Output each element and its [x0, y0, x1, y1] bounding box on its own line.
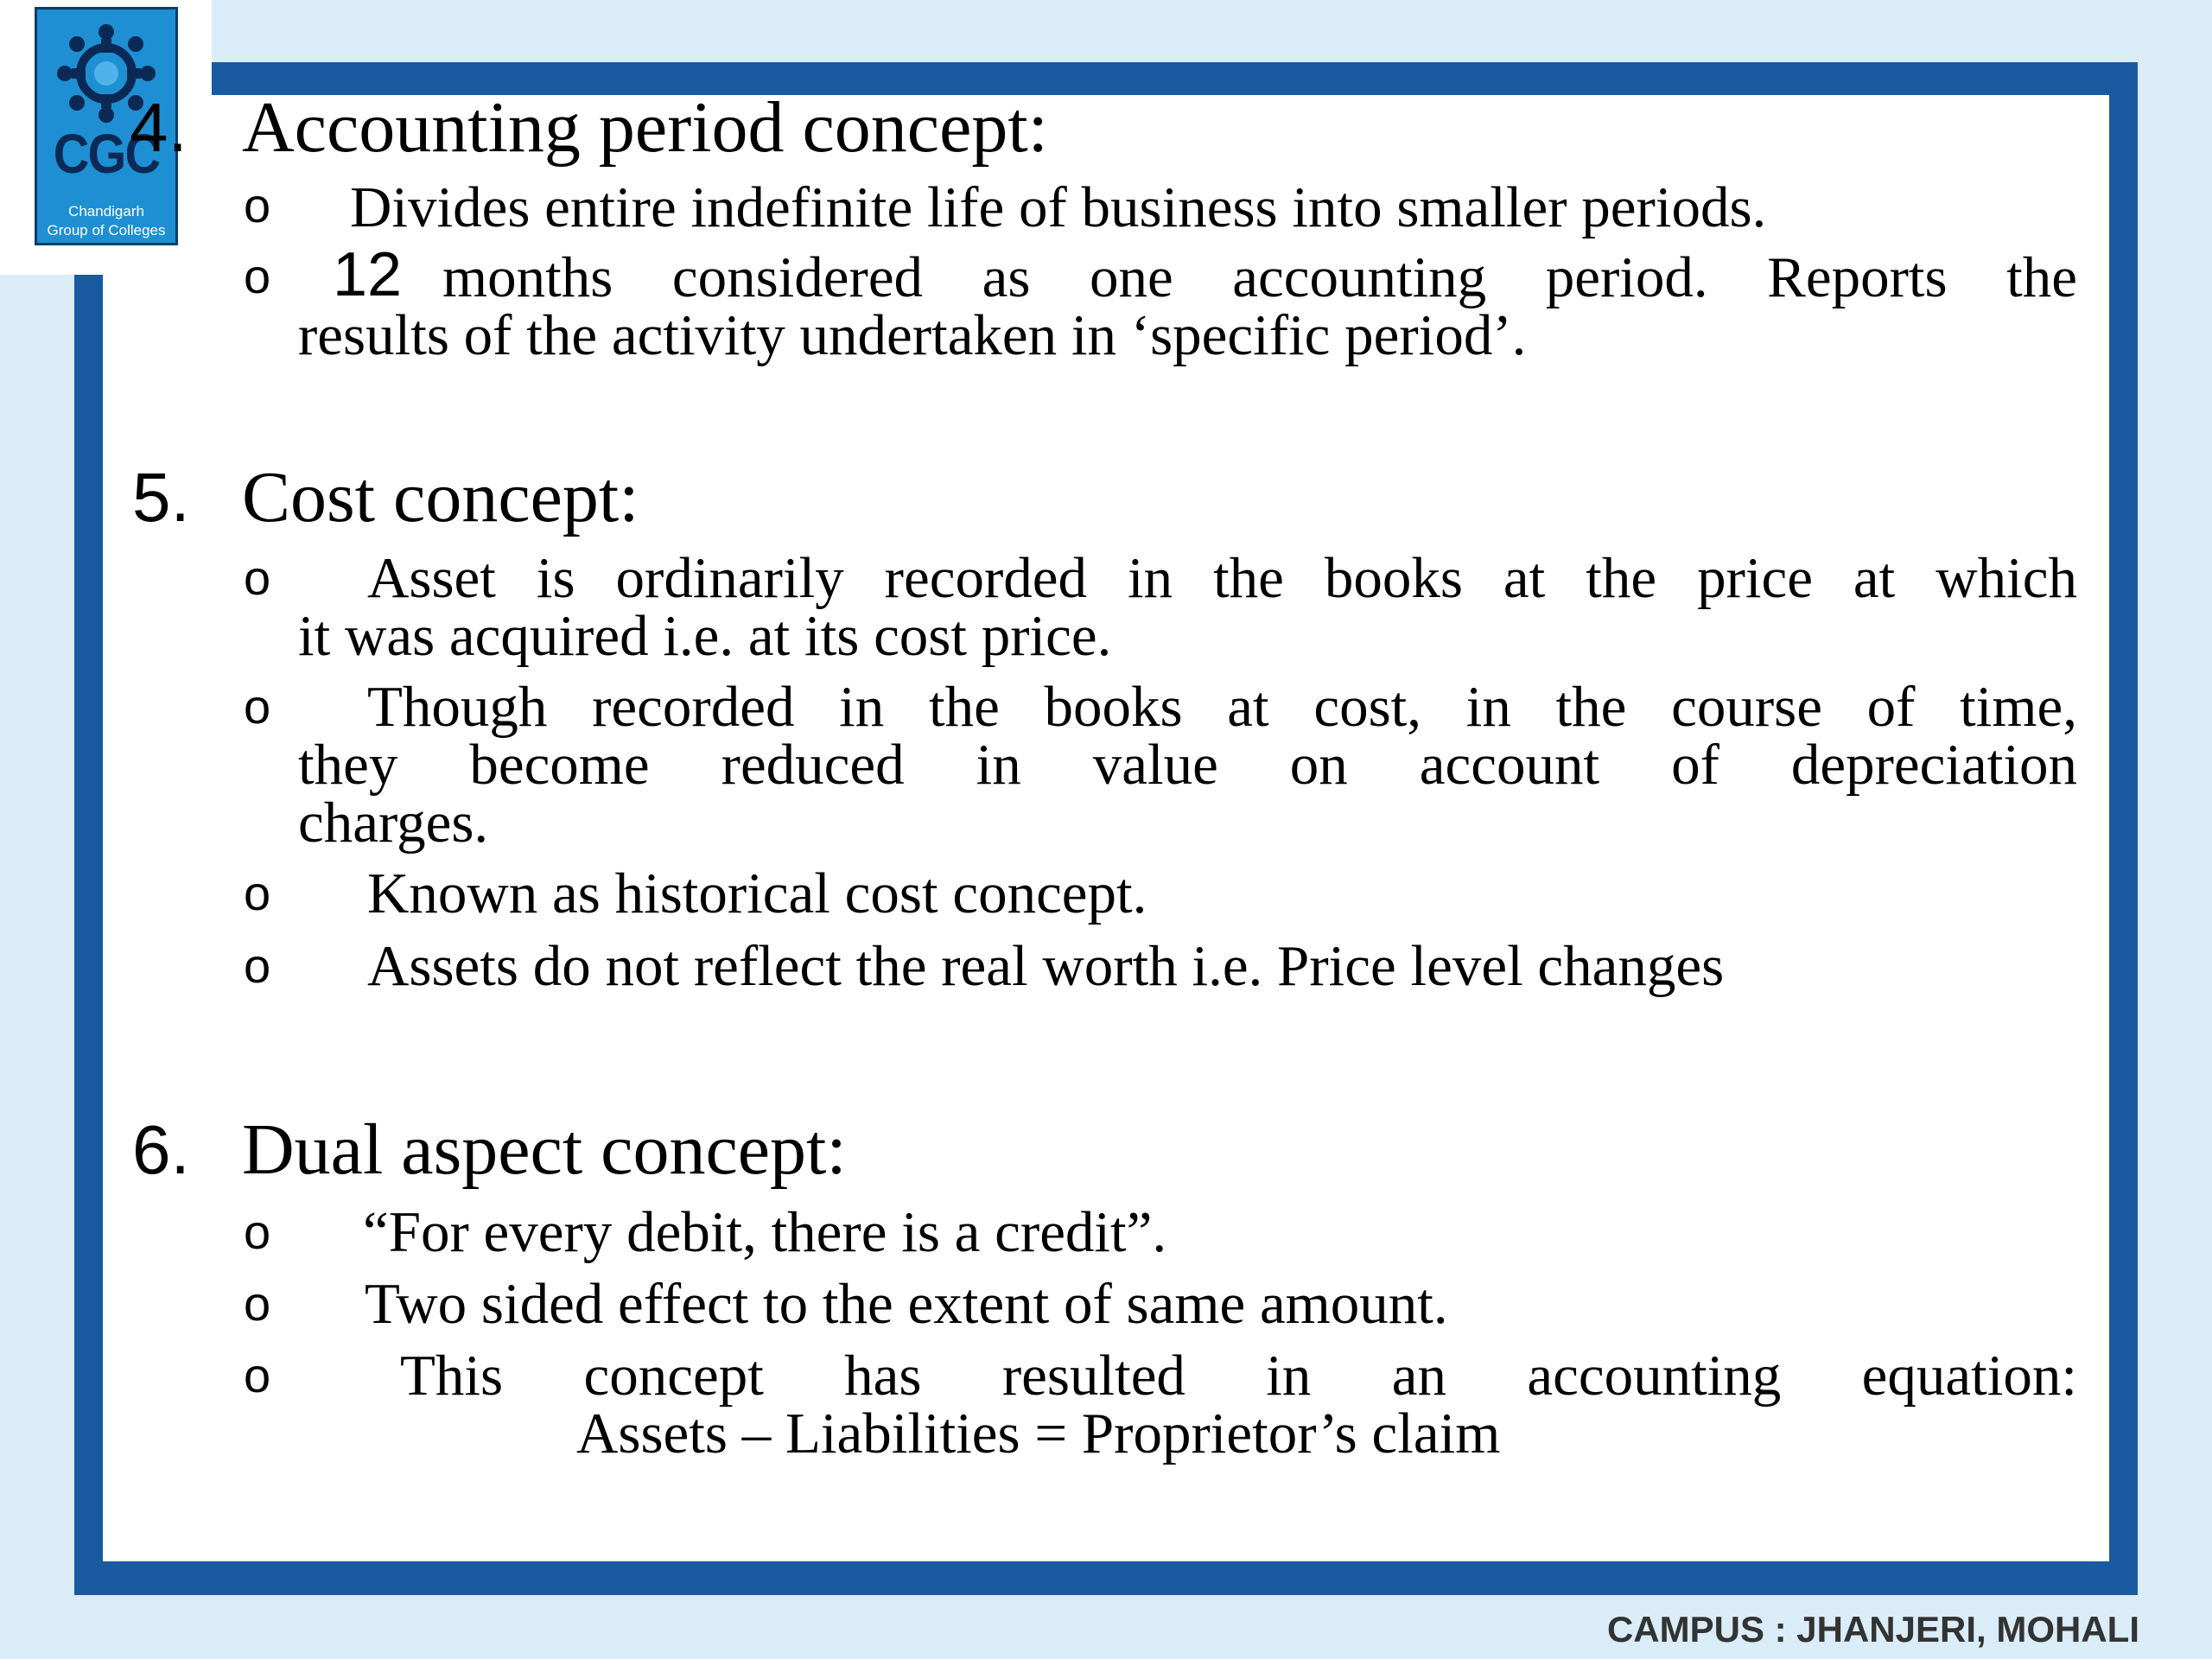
bullet-text: Two sided effect to the extent of same amount. — [365, 1272, 1448, 1336]
bullet-text: This concept has resulted in an accounting equation: — [400, 1347, 2077, 1408]
bullet-text: Asset is ordinarily recorded in the books at the price at which — [367, 550, 2077, 610]
section-heading: Accounting period concept: — [242, 87, 1049, 168]
bullet-icon: o — [244, 679, 271, 734]
bullet-text: months considered as one accounting period. Reports the — [442, 249, 2077, 309]
bullet-text: Though recorded in the books at cost, in the course of time, — [367, 678, 2077, 739]
bullet-text: charges. — [298, 791, 489, 855]
section-heading: Dual aspect concept: — [242, 1109, 847, 1190]
section-number: 6. — [132, 1111, 190, 1188]
bullet-text: Known as historical cost concept. — [367, 861, 1147, 925]
bullet-icon: o — [244, 550, 271, 605]
bullet-icon: o — [244, 1348, 271, 1402]
logo-title: CGC — [53, 123, 160, 185]
logo-subtitle-line1: Chandigarh — [68, 203, 144, 219]
bullet-text: Assets do not reflect the real worth i.e. Price level changes — [367, 934, 1725, 998]
bullet-text: Divides entire indefinite life of business into smaller periods. — [350, 175, 1767, 239]
bullet-lead-number: 12 — [333, 240, 403, 309]
bullet-text: results of the activity undertaken in ‘specific period’. — [298, 303, 1527, 367]
bullet-text: they become reduced in value on account of depreciation — [298, 736, 2077, 797]
bullet-icon: o — [244, 866, 271, 920]
bullet-icon: o — [244, 1205, 271, 1259]
section-heading: Cost concept: — [242, 457, 639, 537]
bullet-icon: o — [244, 178, 271, 232]
bullet-icon: o — [244, 249, 271, 303]
section-number: 5. — [132, 459, 190, 536]
bullet-text: “For every debit, there is a credit”. — [363, 1200, 1167, 1264]
bullet-icon: o — [244, 938, 271, 993]
bullet-text: it was acquired i.e. at its cost price. — [298, 604, 1112, 668]
logo-subtitle-line2: Group of Colleges — [47, 222, 166, 238]
bullet-icon: o — [244, 1276, 271, 1331]
equation-text: Assets – Liabilities = Proprietor’s claim — [576, 1402, 1501, 1465]
campus-footer: CAMPUS : JHANJERI, MOHALI — [1606, 1609, 2139, 1649]
section-number: 4. — [130, 89, 188, 166]
